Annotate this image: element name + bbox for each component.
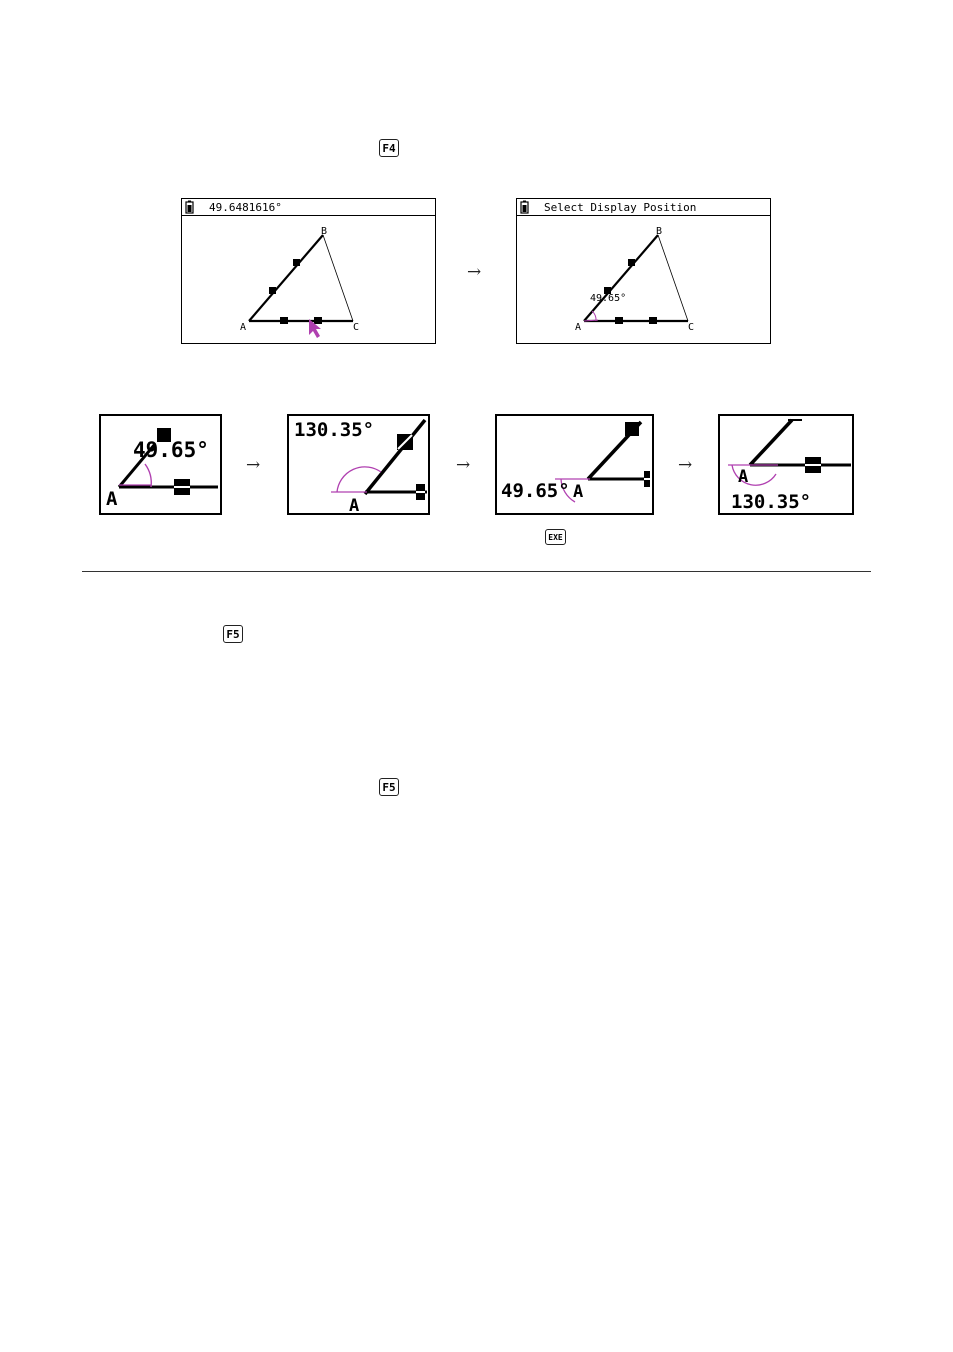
zoom-screen-2: [287, 414, 431, 516]
tick-mark: [280, 317, 288, 324]
vertex-label-a: A: [349, 496, 360, 516]
arrow: →: [467, 262, 482, 282]
arrow: →: [456, 455, 471, 475]
exe-key-icon: EXE: [545, 529, 566, 545]
f5-key-icon: F5: [223, 625, 243, 643]
arrow: →: [246, 455, 261, 475]
zoom-screen-4: [718, 414, 855, 516]
calculator-screen-angle-measure: [181, 198, 437, 345]
vertex-label-b: B: [321, 226, 328, 237]
tick-mark: [293, 259, 300, 266]
vertex-label-a: A: [575, 322, 582, 333]
vertex-label-a: A: [106, 488, 118, 510]
vertex-label-c: C: [353, 322, 360, 333]
vertex-label-a: A: [573, 482, 584, 502]
section-divider: [82, 571, 871, 572]
angle-value-label: 130.35°: [731, 491, 812, 513]
angle-value-label: 49.65°: [590, 293, 627, 304]
tick-mark: [314, 317, 322, 324]
vertex-label-c: C: [688, 322, 695, 333]
battery-icon: [521, 201, 528, 214]
calculator-screen-select-position: [516, 198, 772, 345]
angle-value-label: 130.35°: [294, 419, 375, 441]
zoom-screen-1: [99, 414, 223, 516]
status-text: Select Display Position: [544, 201, 697, 214]
vertex-label-a: A: [738, 467, 749, 487]
arrow: →: [678, 455, 693, 475]
angle-value-label: 49.65°: [133, 438, 209, 462]
f4-key-icon: F4: [379, 139, 399, 157]
tick-mark: [269, 287, 276, 294]
status-text: 49.6481616°: [209, 201, 282, 214]
vertex-label-a: A: [240, 322, 247, 333]
f5-key-icon: F5: [379, 778, 399, 796]
zoom-screen-3: [495, 414, 655, 516]
angle-value-label: 49.65°: [501, 480, 570, 502]
vertex-label-b: B: [656, 226, 663, 237]
battery-icon: [186, 201, 193, 214]
